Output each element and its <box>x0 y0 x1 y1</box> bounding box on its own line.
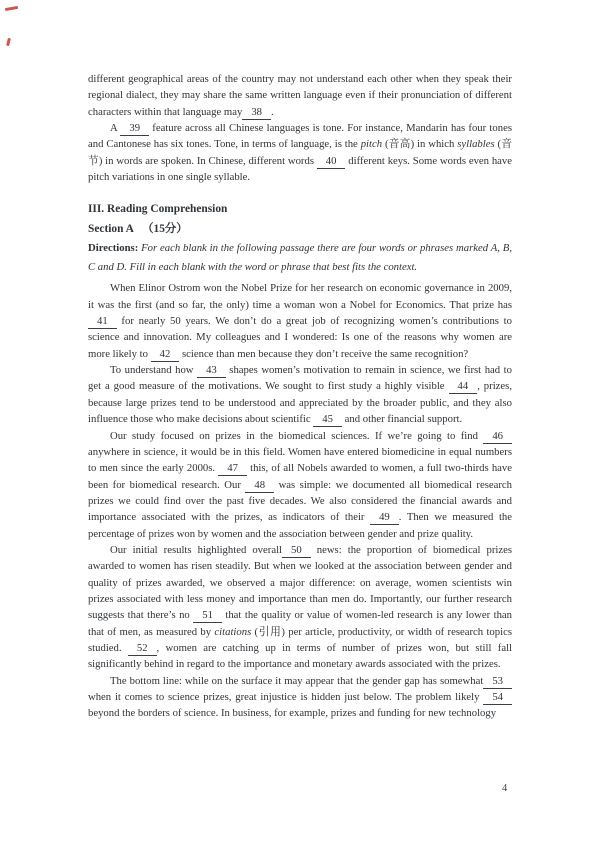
directions-label: Directions: <box>88 242 139 255</box>
blank-54: 54 <box>483 691 512 705</box>
blank-51: 51 <box>193 609 222 623</box>
page-number: 4 <box>502 783 508 794</box>
blank-44: 44 <box>449 380 478 394</box>
section-heading: III. Reading Comprehension <box>88 203 228 216</box>
blank-40: 40 <box>317 155 346 169</box>
red-pen-mark <box>6 38 11 46</box>
passage-paragraph: different geographical areas of the country may not understand each other when they speak their regional dialect, they may share the same written language even if their pronunciation of different characters within that language may 38 . <box>88 73 512 118</box>
red-pen-mark <box>5 6 18 11</box>
cloze-passage-top <box>88 71 512 185</box>
blank-42: 42 <box>151 348 180 362</box>
passage-paragraph: The bottom line: while on the surface it may appear that the gender gap has somewhat 53 when it comes to science prizes, great injustice is hidden just below. The problem likely 54 beyond the borders of science. In business, for example, prizes and funding for new technology <box>88 673 512 722</box>
section-a-heading <box>88 219 512 239</box>
italic-term: citations <box>214 625 252 638</box>
section-a-points: （15分） <box>142 223 188 236</box>
blank-38: 38 <box>242 106 271 120</box>
blank-53: 53 <box>483 675 512 689</box>
passage-paragraph: Our study focused on prizes in the biomedical sciences. If we’re going to find 46 anywhere in science, it would be in this field. Women have entered biomedicine in equal numbers to men since the early 2000s. 47 this, of all Nobels awarded to women, a full two-thirds have been for biomedical research. Our 48 was simple: we documented all biomedical research prizes we could find over the past five decades. We also considered the financial awards and importance associated with the prizes, as indicators of their 49 . Then we measured the percentage of prizes won by women and the association between gender and prize quality. <box>88 429 513 540</box>
directions-paragraph <box>88 239 512 277</box>
section-a-label: Section A <box>88 223 134 236</box>
passage-paragraph: A 39 feature across all Chinese languages is tone. For instance, Mandarin has four tones and Cantonese has six tones. Tone, in terms of language, is the pitch (音高) in which syllables (音节) in words are spoken. In Chinese, different words 40 different keys. Some words even have pitch variations in one single syllable. <box>88 122 512 184</box>
blank-47: 47 <box>218 462 247 476</box>
blank-52: 52 <box>128 642 157 656</box>
blank-46: 46 <box>483 430 512 444</box>
passage-paragraph: To understand how 43 shapes women’s motivation to remain in science, we first had to get a good measure of the motivations. We sought to first study a highly visible 44 , prizes, because large prizes tend to be understood and appreciated by the broader public, and they also influence those who make decisions about scientific 45 and other financial support. <box>88 364 512 426</box>
blank-39: 39 <box>120 122 149 136</box>
cloze-passage-main <box>88 280 512 721</box>
blank-45: 45 <box>313 413 342 427</box>
passage-paragraph: When Elinor Ostrom won the Nobel Prize for her research on economic governance in 2009, it was the first (and so far, the only) time a woman won a Nobel for Economics. That prize has 41 for nearly 50 years. We don’t do a great job of recognizing women’s contributions to science and innovation. My colleagues and I wondered: Is one of the reasons why women are more likely to 42 science than men because they don’t receive the same recognition? <box>88 282 512 360</box>
blank-48: 48 <box>245 479 274 493</box>
blank-43: 43 <box>197 364 226 378</box>
directions-text: For each blank in the following passage there are four words or phrases marked A, B, C and D. Fill in each blank with the word or phrase that best fits the context. <box>88 242 513 274</box>
passage-paragraph: Our initial results highlighted overall 50 news: the proportion of biomedical prizes awarded to women has risen steadily. But when we looked at the association between gender and quality of prizes awarded, we observed a major difference: on average, women scientists win prizes associated with less money and importance than men do. Importantly, our further research suggests that there’s no 51 that the quality or value of women-led research is any lower than that of men, as measured by citations (引用) per article, productivity, or width of research topics studied. 52 , women are catching up in terms of number of prizes won, but still fall significantly behind in regard to the importance and monetary awards associated with the prizes. <box>88 543 513 671</box>
page-content <box>88 71 512 722</box>
italic-term: pitch <box>360 138 383 151</box>
blank-50: 50 <box>282 544 311 558</box>
italic-term: syllables <box>457 138 495 151</box>
blank-49: 49 <box>370 511 399 525</box>
blank-41: 41 <box>88 315 117 329</box>
